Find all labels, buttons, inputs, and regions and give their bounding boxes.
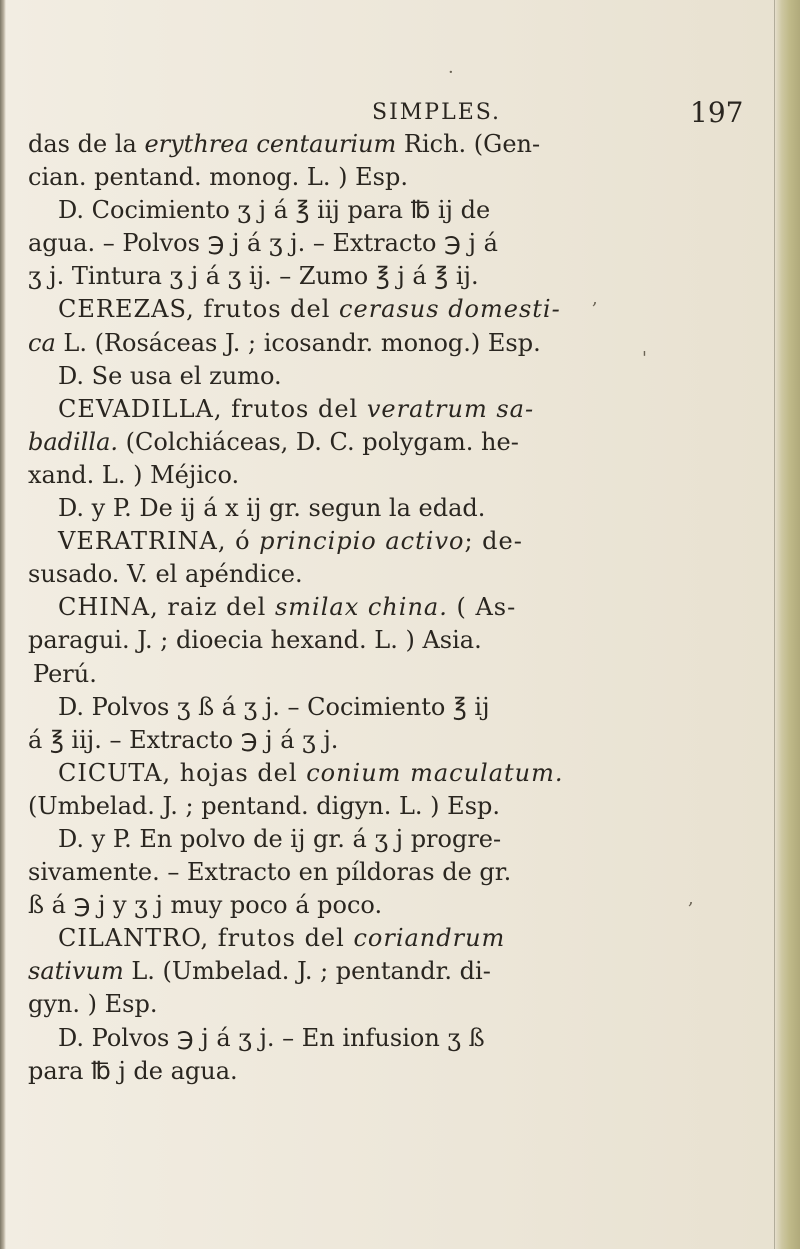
text-line: D. Cocimiento ʒ j á ℥ iij para ℔ ij de — [58, 196, 491, 225]
page-binding-edge — [0, 0, 6, 1249]
running-head: SIMPLES. — [372, 100, 502, 125]
entry-heading-cevadilla: CEVADILLA, frutos del veratrum sa- — [58, 394, 535, 423]
margin-speck: , — [688, 888, 694, 909]
margin-speck: · — [448, 62, 454, 83]
entry-heading-veratrina: VERATRINA, ó principio activo; de- — [58, 527, 523, 556]
text-line: D. Polvos ʒ ß á ʒ j. – Cocimiento ℥ ij — [58, 692, 490, 721]
text-line: agua. – Polvos ℈ j á ʒ j. – Extracto ℈ j á — [28, 229, 498, 258]
text-line: gyn. ) Esp. — [28, 990, 158, 1019]
text-line: ß á ℈ j y ʒ j muy poco á poco. — [28, 891, 383, 920]
text-line: cian. pentand. monog. L. ) Esp. — [28, 163, 408, 192]
entry-heading-cerezas: CEREZAS, frutos del cerasus domesti- — [58, 295, 561, 324]
text-line: ca L. (Rosáceas J. ; icosandr. monog.) Esp. — [28, 328, 541, 357]
text-line: xand. L. ) Méjico. — [28, 460, 240, 489]
text-line: para ℔ j de agua. — [28, 1056, 238, 1085]
page-number: 197 — [690, 96, 744, 129]
text-line: susado. V. el apéndice. — [28, 560, 303, 589]
text-line: D. y P. En polvo de ij gr. á ʒ j progre- — [58, 824, 502, 853]
text-line: paragui. J. ; dioecia hexand. L. ) Asia. — [28, 626, 482, 655]
text-line: sativum L. (Umbelad. J. ; pentandr. di- — [28, 957, 491, 986]
text-line: (Umbelad. J. ; pentand. digyn. L. ) Esp. — [28, 791, 500, 820]
page-edge-line — [774, 0, 775, 1249]
page-edge-strip — [774, 0, 800, 1249]
text-line: Perú. — [33, 659, 97, 688]
margin-speck: , — [592, 288, 598, 309]
text-line: sivamente. – Extracto en píldoras de gr. — [28, 858, 512, 887]
text-line: badilla. (Colchiáceas, D. C. polygam. he- — [28, 427, 519, 456]
text-line: D. Polvos ℈ j á ʒ j. – En infusion ʒ ß — [58, 1023, 485, 1052]
text-line: das de la erythrea centaurium Rich. (Gen- — [28, 130, 541, 158]
entry-heading-china: CHINA, raiz del smilax china. ( As- — [58, 593, 517, 622]
text-line: D. y P. De ij á x ij gr. segun la edad. — [58, 494, 486, 523]
entry-heading-cicuta: CICUTA, hojas del conium maculatum. — [58, 758, 564, 787]
text-line: á ℥ iij. – Extracto ℈ j á ʒ j. — [28, 725, 339, 754]
text-line: ʒ j. Tintura ʒ j á ʒ ij. – Zumo ℥ j á ℥ ij. — [28, 262, 479, 291]
page-text — [28, 128, 768, 1088]
margin-speck: ' — [642, 348, 647, 369]
entry-heading-cilantro: CILANTRO, frutos del coriandrum — [58, 924, 506, 953]
text-line: D. Se usa el zumo. — [58, 361, 282, 390]
